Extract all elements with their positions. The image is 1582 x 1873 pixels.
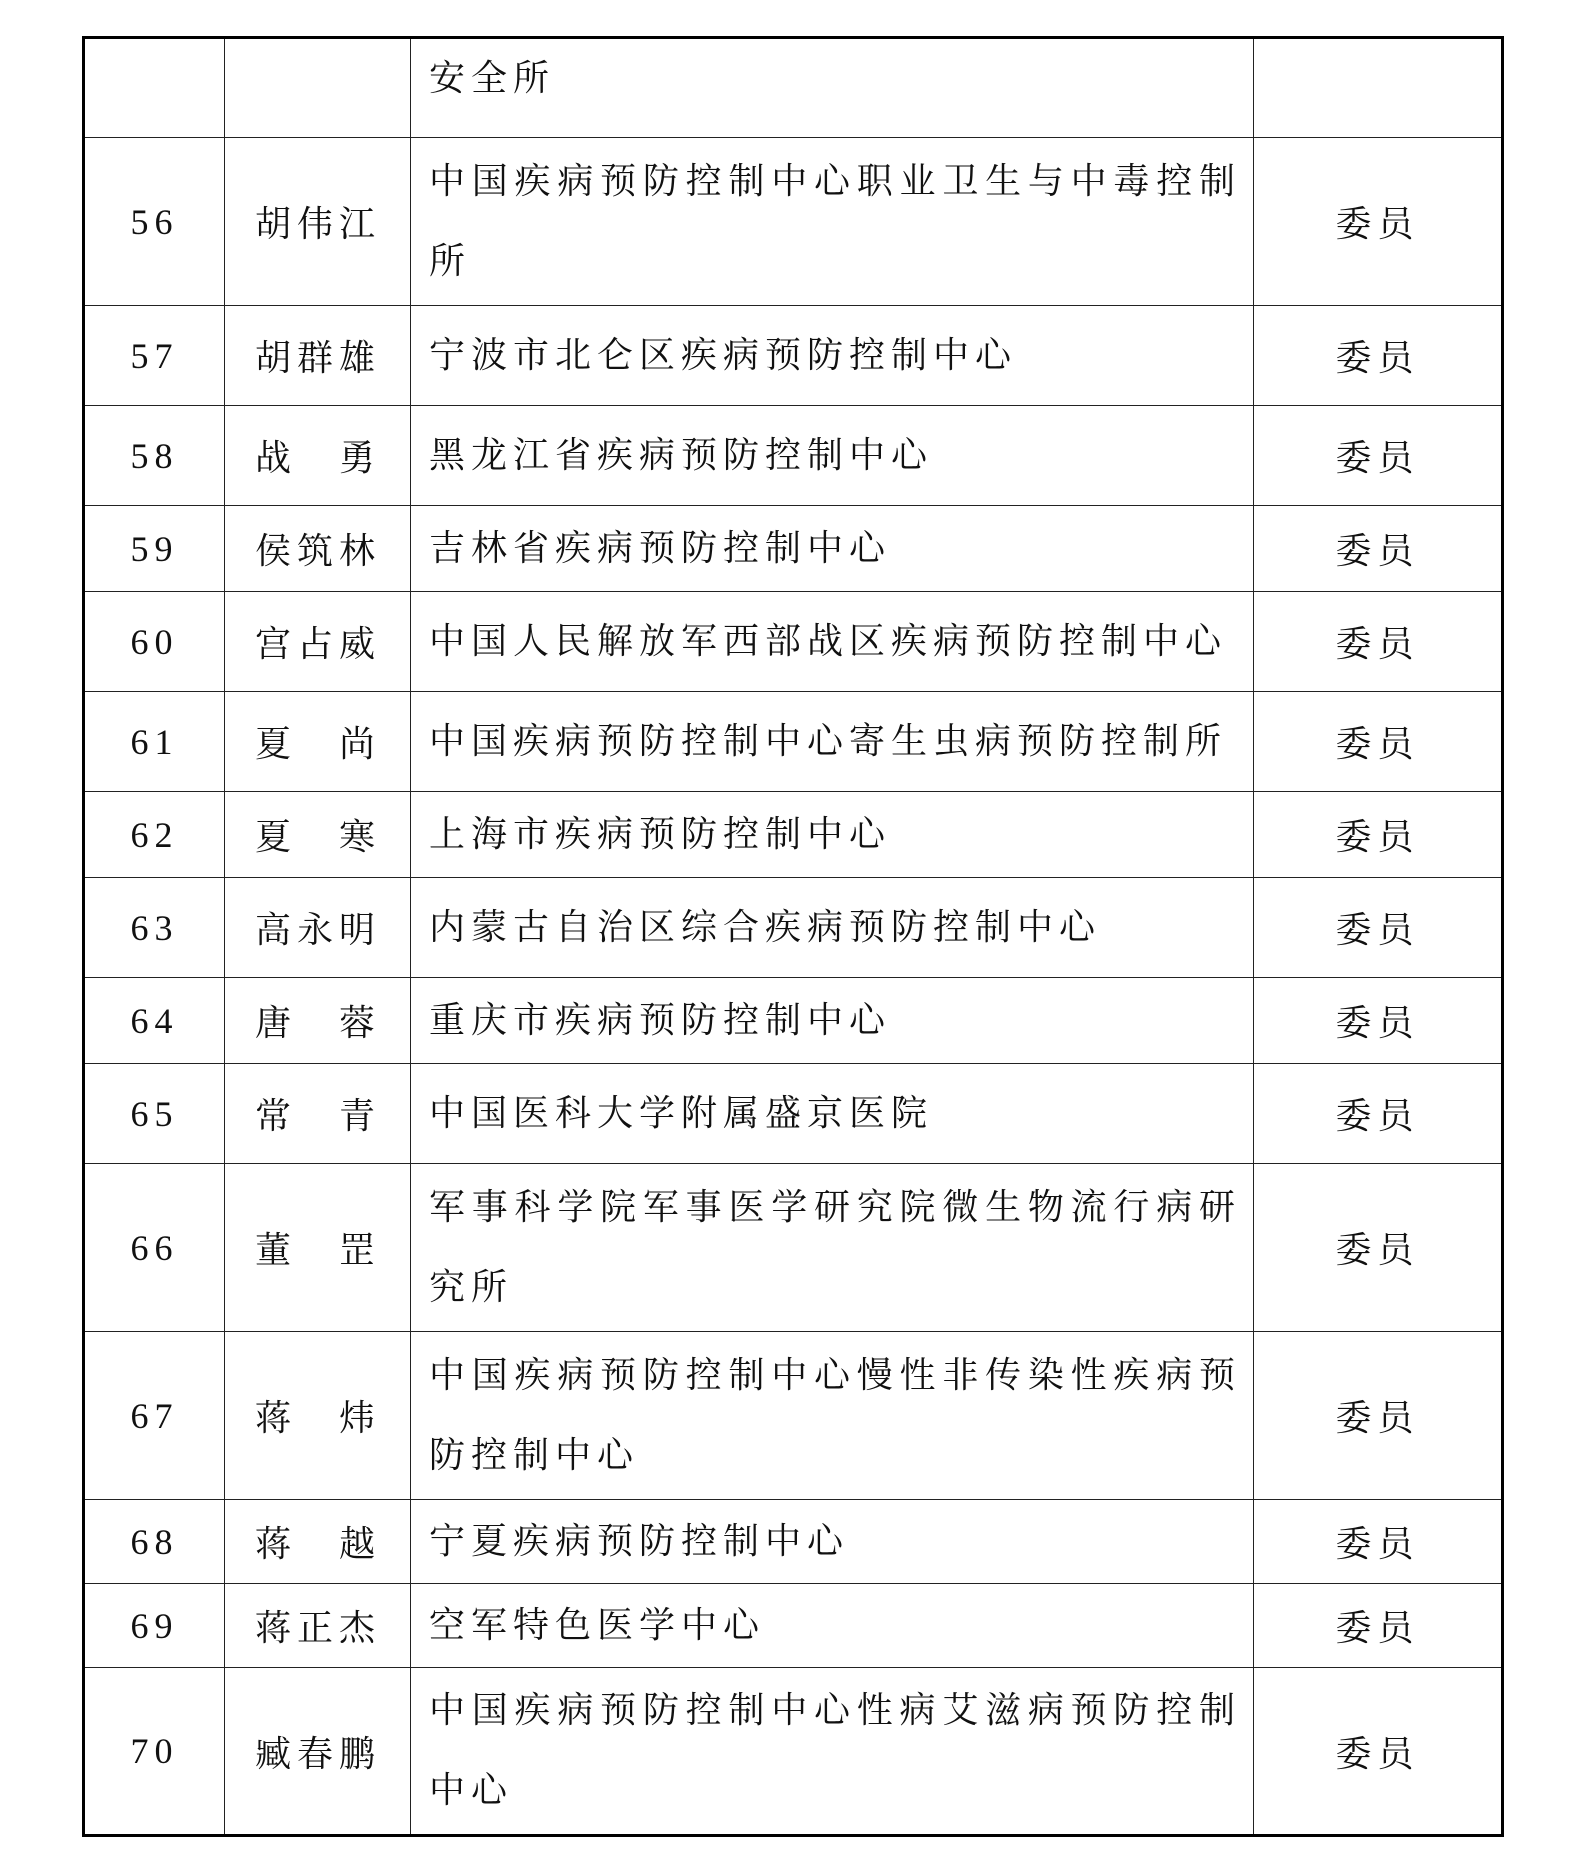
table-row xyxy=(84,878,1503,978)
member-name: 臧春鹏 xyxy=(225,1668,411,1836)
member-role: 委员 xyxy=(1254,692,1503,792)
row-number: 63 xyxy=(84,878,225,978)
table-row xyxy=(84,406,1503,506)
table-row xyxy=(84,792,1503,878)
row-number: 57 xyxy=(84,306,225,406)
name-char: 夏 xyxy=(255,724,296,765)
member-organization: 空军特色医学中心 xyxy=(411,1584,1254,1668)
row-number: 67 xyxy=(84,1332,225,1500)
member-name-text xyxy=(255,995,379,1046)
table-row xyxy=(84,38,1503,138)
name-char: 唐 xyxy=(255,1003,296,1044)
member-organization xyxy=(411,1332,1254,1500)
member-name xyxy=(225,1164,411,1332)
member-role: 委员 xyxy=(1254,592,1503,692)
row-number: 59 xyxy=(84,506,225,592)
member-name: 侯筑林 xyxy=(225,506,411,592)
member-role: 委员 xyxy=(1254,1500,1503,1584)
name-char: 寒 xyxy=(338,817,379,858)
member-organization: 重庆市疾病预防控制中心 xyxy=(411,978,1254,1064)
name-char: 战 xyxy=(255,438,296,479)
row-number xyxy=(84,38,225,138)
member-name: 蒋正杰 xyxy=(225,1584,411,1668)
name-char: 董 xyxy=(255,1230,296,1271)
member-name xyxy=(225,978,411,1064)
member-role xyxy=(1254,38,1503,138)
member-role: 委员 xyxy=(1254,878,1503,978)
name-char: 蒋 xyxy=(255,1398,296,1439)
row-number: 56 xyxy=(84,138,225,306)
member-name xyxy=(225,1064,411,1164)
member-name: 高永明 xyxy=(225,878,411,978)
row-number: 66 xyxy=(84,1164,225,1332)
member-name: 胡群雄 xyxy=(225,306,411,406)
row-number: 60 xyxy=(84,592,225,692)
member-role: 委员 xyxy=(1254,406,1503,506)
row-number: 68 xyxy=(84,1500,225,1584)
table-row xyxy=(84,506,1503,592)
member-name-text xyxy=(255,430,379,481)
name-char: 常 xyxy=(255,1096,296,1137)
row-number: 65 xyxy=(84,1064,225,1164)
name-char: 越 xyxy=(338,1524,379,1565)
member-role: 委员 xyxy=(1254,1668,1503,1836)
member-role: 委员 xyxy=(1254,1332,1503,1500)
table-row xyxy=(84,692,1503,792)
member-name-text xyxy=(255,1390,379,1441)
member-name-text xyxy=(255,1088,379,1139)
table-row xyxy=(84,1500,1503,1584)
member-role: 委员 xyxy=(1254,1584,1503,1668)
member-role: 委员 xyxy=(1254,306,1503,406)
member-organization: 中国医科大学附属盛京医院 xyxy=(411,1064,1254,1164)
member-name xyxy=(225,692,411,792)
member-name xyxy=(225,1332,411,1500)
member-role: 委员 xyxy=(1254,792,1503,878)
member-name-text xyxy=(255,1222,379,1273)
member-role: 委员 xyxy=(1254,138,1503,306)
name-char: 罡 xyxy=(338,1230,379,1271)
row-number: 58 xyxy=(84,406,225,506)
row-number: 69 xyxy=(84,1584,225,1668)
table-row xyxy=(84,1584,1503,1668)
member-organization xyxy=(411,1668,1254,1836)
member-role: 委员 xyxy=(1254,506,1503,592)
member-organization: 宁波市北仑区疾病预防控制中心 xyxy=(411,306,1254,406)
member-organization xyxy=(411,1164,1254,1332)
member-organization: 上海市疾病预防控制中心 xyxy=(411,792,1254,878)
table-row xyxy=(84,306,1503,406)
table-row xyxy=(84,1332,1503,1500)
member-organization: 吉林省疾病预防控制中心 xyxy=(411,506,1254,592)
member-organization xyxy=(411,138,1254,306)
member-name xyxy=(225,1500,411,1584)
member-name: 胡伟江 xyxy=(225,138,411,306)
name-char: 青 xyxy=(338,1096,379,1137)
member-role: 委员 xyxy=(1254,1064,1503,1164)
name-char: 尚 xyxy=(338,724,379,765)
table-row xyxy=(84,592,1503,692)
member-organization: 中国人民解放军西部战区疾病预防控制中心 xyxy=(411,592,1254,692)
name-char: 蒋 xyxy=(255,1524,296,1565)
member-organization-text: 中国疾病预防控制中心职业卫生与中毒控制所 xyxy=(429,160,1241,282)
name-char: 蓉 xyxy=(338,1003,379,1044)
member-name xyxy=(225,406,411,506)
name-char: 勇 xyxy=(338,438,379,479)
member-organization: 内蒙古自治区综合疾病预防控制中心 xyxy=(411,878,1254,978)
member-organization: 中国疾病预防控制中心寄生虫病预防控制所 xyxy=(411,692,1254,792)
row-number: 62 xyxy=(84,792,225,878)
committee-member-table xyxy=(82,36,1504,1837)
table-row xyxy=(84,1164,1503,1332)
member-organization: 宁夏疾病预防控制中心 xyxy=(411,1500,1254,1584)
member-organization: 黑龙江省疾病预防控制中心 xyxy=(411,406,1254,506)
table-row xyxy=(84,1668,1503,1836)
member-name xyxy=(225,792,411,878)
member-name-text xyxy=(255,716,379,767)
member-name-text xyxy=(255,809,379,860)
member-organization-text: 军事科学院军事医学研究院微生物流行病研究所 xyxy=(429,1186,1241,1308)
table-row xyxy=(84,138,1503,306)
table-row xyxy=(84,1064,1503,1164)
member-organization-text: 中国疾病预防控制中心性病艾滋病预防控制中心 xyxy=(429,1690,1241,1811)
member-role: 委员 xyxy=(1254,1164,1503,1332)
name-char: 炜 xyxy=(338,1398,379,1439)
member-organization-text: 中国疾病预防控制中心慢性非传染性疾病预防控制中心 xyxy=(429,1354,1241,1476)
row-number: 61 xyxy=(84,692,225,792)
member-name xyxy=(225,38,411,138)
member-role: 委员 xyxy=(1254,978,1503,1064)
row-number: 64 xyxy=(84,978,225,1064)
member-organization: 安全所 xyxy=(411,38,1254,138)
row-number: 70 xyxy=(84,1668,225,1836)
name-char: 夏 xyxy=(255,817,296,858)
member-name-text xyxy=(255,1516,379,1567)
table-row xyxy=(84,978,1503,1064)
member-name: 宫占威 xyxy=(225,592,411,692)
